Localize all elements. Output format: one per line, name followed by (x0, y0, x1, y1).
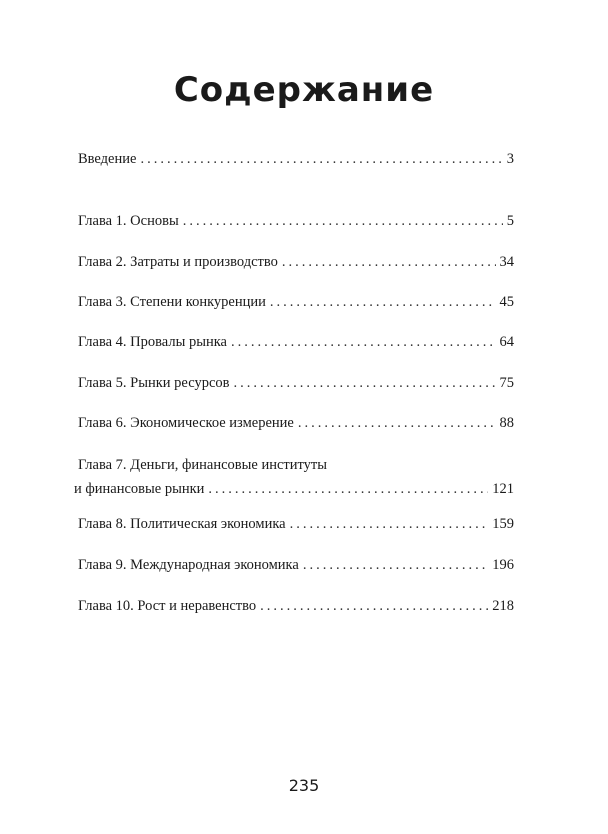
toc-entry-chapter-7 (74, 456, 514, 498)
toc-entry-label: Глава 6. Экономическое измерение (78, 415, 294, 431)
dot-leader (140, 150, 502, 168)
toc-entry-label: Глава 10. Рост и неравенство (78, 598, 257, 614)
toc-entry-label: Глава 9. Международная экономика (78, 557, 299, 573)
page-number: 235 (288, 776, 320, 795)
toc-entry-page: 196 (492, 557, 514, 573)
toc-entry-label: Глава 8. Политическая экономика (78, 516, 286, 532)
dot-leader (303, 556, 488, 574)
toc-entry-chapter-10 (78, 597, 514, 615)
page-title: Содержание (173, 70, 435, 110)
dot-leader (282, 253, 496, 271)
toc-entry-page: 5 (506, 213, 514, 229)
dot-leader (234, 374, 496, 392)
toc-entry-chapter-9 (78, 556, 514, 574)
toc-entry-page: 159 (492, 516, 514, 532)
toc-entry-label: Введение (78, 151, 137, 167)
toc-entry-label: Глава 5. Рынки ресурсов (78, 375, 230, 391)
toc-entry-page: 34 (499, 254, 514, 270)
toc-entry-label-line2: и финансовые рынки (74, 481, 205, 497)
toc-entry-intro (78, 150, 514, 168)
toc-entry-label: Глава 4. Провалы рынка (78, 334, 227, 350)
toc-entry-page: 218 (492, 598, 514, 614)
toc-entry-chapter-4 (78, 333, 514, 351)
toc-entry-chapter-1 (78, 212, 514, 230)
dot-leader (290, 515, 489, 533)
toc-entry-label: Глава 3. Степени конкуренции (78, 294, 266, 310)
toc-entry-chapter-2 (78, 253, 514, 271)
toc-entry-label: Глава 2. Затраты и производство (78, 254, 278, 270)
toc-entry-chapter-3 (78, 293, 514, 311)
dot-leader (183, 212, 503, 230)
toc-entry-page: 3 (506, 151, 514, 167)
toc-entry-chapter-6 (78, 414, 514, 432)
toc-entry-page: 88 (499, 415, 514, 431)
toc-entry-page: 45 (499, 294, 514, 310)
toc-entry-page: 75 (499, 375, 514, 391)
toc-entry-label: Глава 1. Основы (78, 213, 179, 229)
dot-leader (231, 333, 496, 351)
dot-leader (298, 414, 496, 432)
dot-leader (260, 597, 488, 615)
toc-entry-chapter-8 (78, 515, 514, 533)
toc-entry-page: 64 (499, 334, 514, 350)
toc-entry-label-line1: Глава 7. Деньги, финансовые институты (78, 457, 327, 473)
dot-leader (270, 293, 496, 311)
toc-entry-chapter-5 (78, 374, 514, 392)
dot-leader (208, 480, 488, 498)
toc-entry-page: 121 (492, 481, 514, 497)
